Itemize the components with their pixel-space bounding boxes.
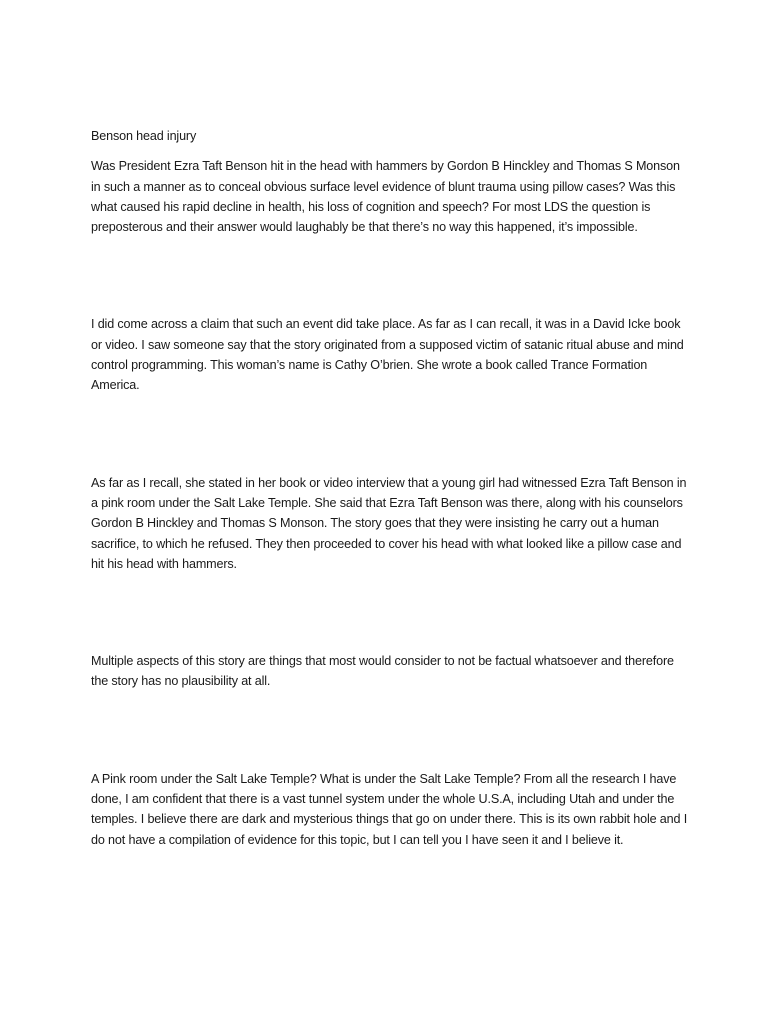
document-heading: Benson head injury (91, 129, 197, 143)
paragraph-1: Was President Ezra Taft Benson hit in the head with hammers by Gordon B Hinckley and Thomas S Monson in such a manner as to conceal obvious surface level evidence of blunt trauma using pillow cases? Was this what caused his rapid decline in health, his loss of cognition and speech? For most LDS the question is preposterous and their answer would laughably be that there’s no way this happened, it’s impossible. (91, 159, 680, 235)
paragraph-5: A Pink room under the Salt Lake Temple? What is under the Salt Lake Temple? From all the research I have done, I am confident that there is a vast tunnel system under the whole U.S.A, including Utah and under the temples. I believe there are dark and mysterious things that go on under there. This is its own rabbit hole and I do not have a compilation of evidence for this topic, but I can tell you I have seen it and I believe it. (91, 771, 688, 847)
document-body (91, 126, 691, 850)
paragraph-2: I did come across a claim that such an event did take place. As far as I can recall, it was in a David Icke book or video. I saw someone say that the story originated from a supposed victim of satanic ritual abuse and mind control programming. This woman’s name is Cathy O’brien. She wrote a book called Trance Formation America. (91, 317, 684, 393)
paragraph-3: As far as I recall, she stated in her book or video interview that a young girl had witnessed Ezra Taft Benson in a pink room under the Salt Lake Temple. She said that Ezra Taft Benson was there, along with his counselors Gordon B Hinckley and Thomas S Monson. The story goes that they were insisting he carry out a human sacrifice, to which he refused. They then proceeded to cover his head with what looked like a pillow case and hit his head with hammers. (91, 475, 687, 571)
paragraph-4: Multiple aspects of this story are things that most would consider to not be factual whatsoever and therefore the story has no plausibility at all. (91, 654, 674, 689)
